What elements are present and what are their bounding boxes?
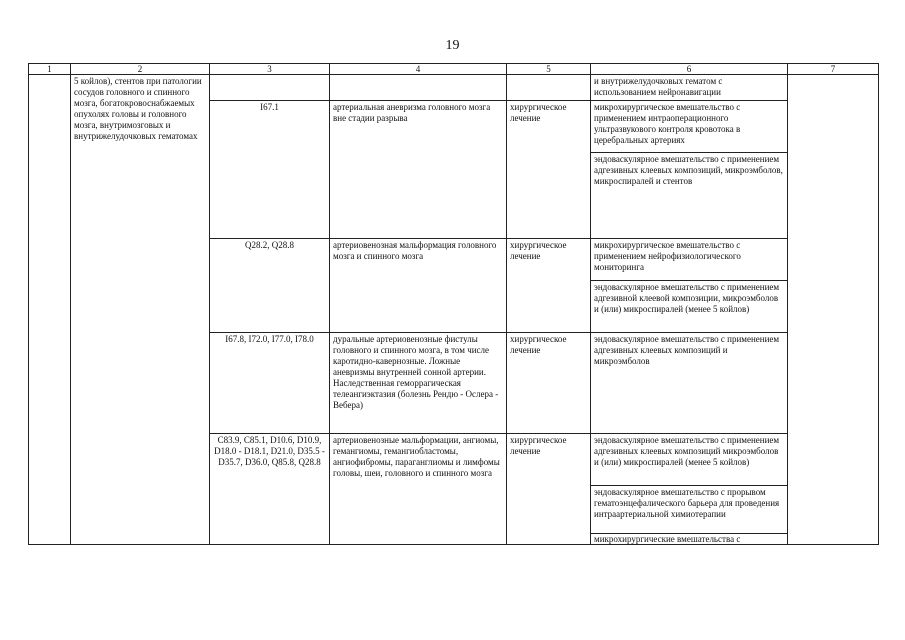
method-cell: микрохирургическое вмешательство с применением нейрофизиологического мониторинга [591,239,788,281]
disease-cell: артериовенозная мальформация головного мозга и спинного мозга [330,239,507,333]
method-cell: микрохирургические вмешательства с [591,534,788,545]
code-cell: Q28.2, Q28.8 [210,239,330,333]
header-col-2: 2 [71,64,210,75]
treatment-cell [507,75,591,101]
code-cell: I67.1 [210,101,330,239]
method-cell: микрохирургическое вмешательство с применением интраоперационного ультразвукового контроля кровотока в церебральных артериях [591,101,788,153]
method-cell: эндоваскулярное вмешательство с применением адгезивных клеевых композиций микроэмболов и (или) микроспиралей (менее 5 койлов) [591,434,788,486]
method-cell: эндоваскулярное вмешательство с применением адгезивной клеевой композиции, микроэмболов и (или) микроспиралей (менее 5 койлов) [591,281,788,333]
disease-cell: артериовенозные мальформации, ангиомы, гемангиомы, гемангиобластомы, ангиофибромы, параганглиомы и лимфомы головы, шеи, головного и спинного мозга [330,434,507,545]
treatment-cell: хирургическое лечение [507,434,591,545]
method-cell: эндоваскулярное вмешательство с применением адгезивных клеевых композиций, микроэмболов, микроспиралей и стентов [591,153,788,239]
header-col-5: 5 [507,64,591,75]
method-cell: эндоваскулярное вмешательство с применением адгезивных клеевых композиций и микроэмболов [591,333,788,434]
page-number: 19 [445,38,460,53]
medical-services-table [28,63,879,545]
code-cell [210,75,330,101]
method-cell: эндоваскулярное вмешательство с прорывом гематоэнцефалического барьера для проведения интраартериальной химиотерапии [591,486,788,534]
col1-cell [29,75,71,545]
header-col-1: 1 [29,64,71,75]
treatment-cell: хирургическое лечение [507,239,591,333]
col7-cell [788,75,879,545]
method-cell: и внутрижелудочковых гематом с использованием нейронавигации [591,75,788,101]
treatment-cell: хирургическое лечение [507,333,591,434]
code-cell: I67.8, I72.0, I77.0, I78.0 [210,333,330,434]
profile-description-cell: 5 койлов), стентов при патологии сосудов головного и спинного мозга, богатокровоснабжаемых опухолях головы и головного мозга, внутримозговых и внутрижелудочковых гематомах [71,75,210,545]
table-row [29,75,879,101]
disease-cell [330,75,507,101]
header-col-6: 6 [591,64,788,75]
header-col-4: 4 [330,64,507,75]
header-col-3: 3 [210,64,330,75]
disease-cell: артериальная аневризма головного мозга вне стадии разрыва [330,101,507,239]
header-row [29,64,879,75]
treatment-cell: хирургическое лечение [507,101,591,239]
header-col-7: 7 [788,64,879,75]
disease-cell: дуральные артериовенозные фистулы головного и спинного мозга, в том числе каротидно-кавернозные. Ложные аневризмы внутренней сонной артерии. Наследственная геморрагическая телеангиэктазия (болезнь Рендю - Ослера - Вебера) [330,333,507,434]
code-cell: C83.9, C85.1, D10.6, D10.9, D18.0 - D18.1, D21.0, D35.5 - D35.7, D36.0, Q85.8, Q28.8 [210,434,330,545]
